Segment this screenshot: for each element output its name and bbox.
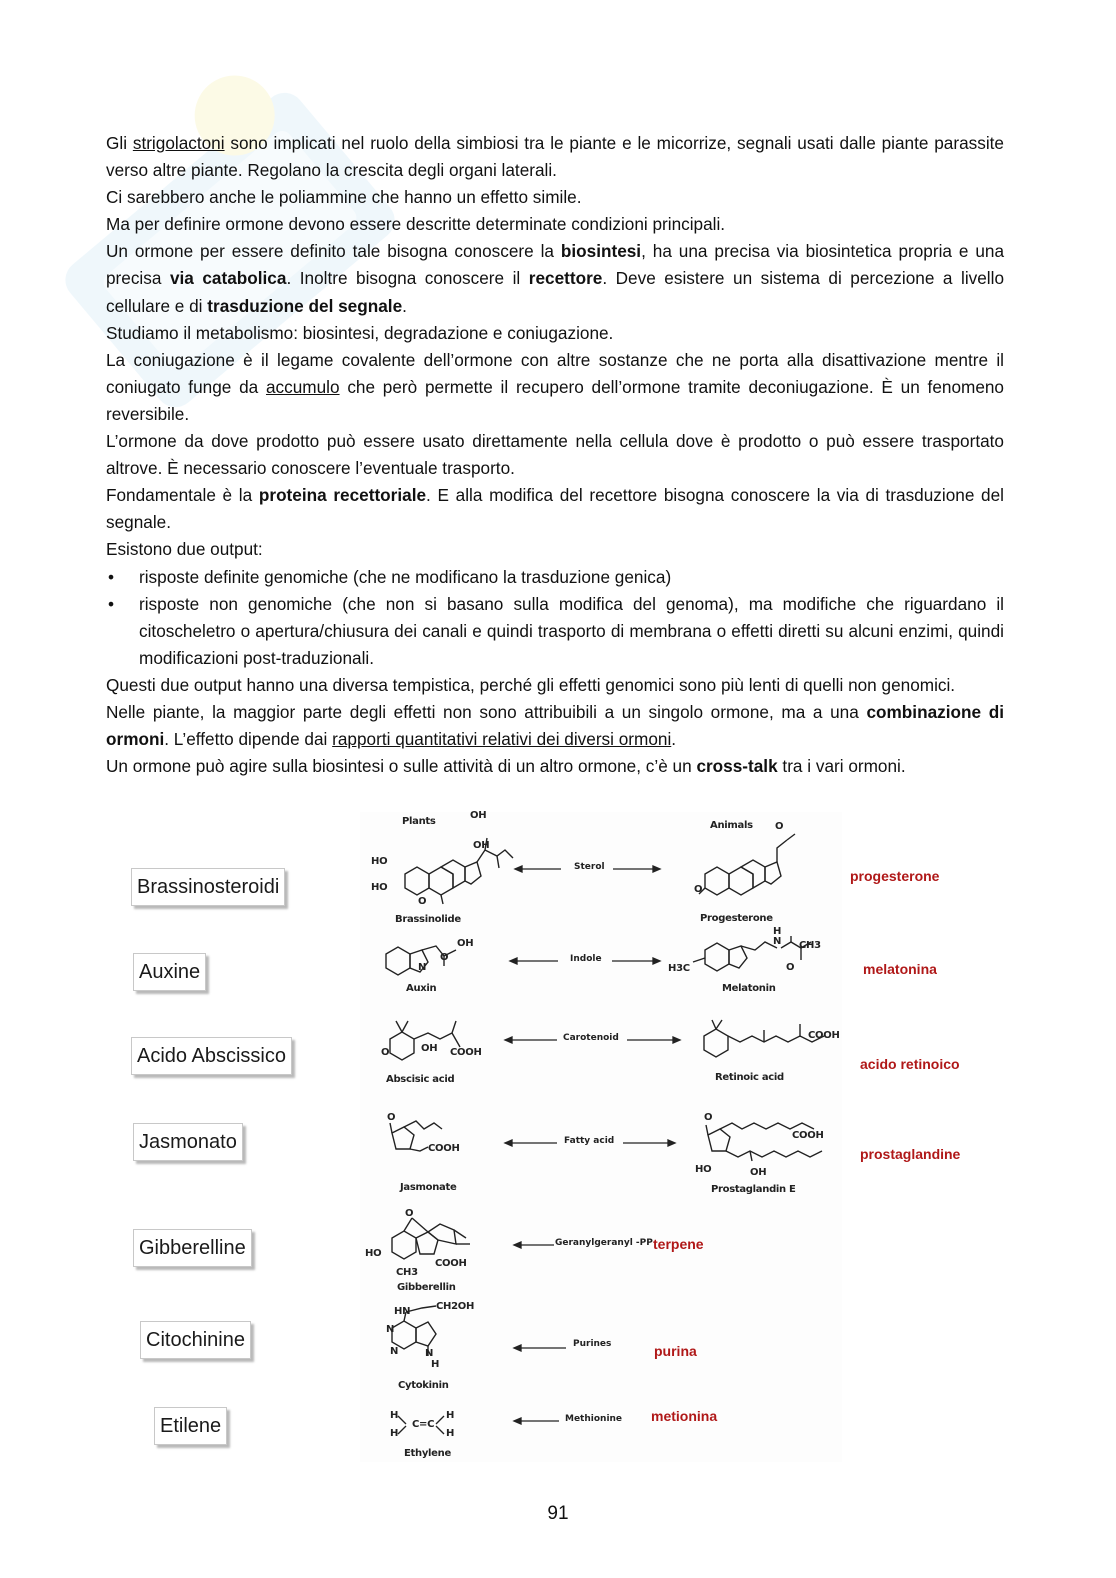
paragraph-metabolismo: Studiamo il metabolismo: biosintesi, degradazione e coniugazione. — [106, 322, 614, 343]
precursor-label: Carotenoid — [563, 1033, 619, 1043]
red-label-metionina: metionina — [651, 1408, 718, 1424]
abscisic-cooh: COOH — [450, 1047, 482, 1058]
plant-compound-label: Brassinolide — [395, 914, 461, 925]
paragraph-strigolactoni: Gli strigolactoni sono implicati nel ruolo della simbiosi tra le piante e le micorrize, segnali usati dalle piante parassite verso altre piante. Regolano la crescita degli organi laterali. — [106, 133, 1004, 181]
ethylene-h3: H — [446, 1410, 455, 1421]
paragraph-biosintesi: Un ormone per essere definito tale bisogna conoscere la biosintesi, ha una precisa via biosintetica propria e una precisa via catabolica. Inoltre bisogna conoscere il recettore. Deve esistere un sistema di percezione a livello cellulare e di trasduzione del segnale. — [106, 241, 1005, 316]
gibberellin-cooh: COOH — [435, 1258, 467, 1269]
paragraph-trasporto: L’ormone da dove prodotto può essere usato direttamente nella cellula dove è prodotto o può essere trasportato altrove. È necessario conoscere l’eventuale trasporto. — [106, 431, 1004, 479]
header-animals: Animals — [710, 820, 753, 831]
paragraph-poliammine: Ci sarebbero anche le poliammine che hanno un effetto simile. — [106, 187, 582, 208]
abscisic-oh: OH — [421, 1043, 438, 1054]
paragraph-condizioni: Ma per definire ormone devono essere descritte determinate condizioni principali. — [106, 214, 726, 235]
brassinolide-ho-2: HO — [371, 882, 388, 893]
cytokinin-n3: N — [425, 1348, 434, 1359]
paragraph-combinazione: Nelle piante, la maggior parte degli effetti non sono attribuibili a un singolo ormone, ma a una combinazione di ormoni. L’effetto dipende dai rapporti quantitativi relativi dei diversi ormoni. — [106, 701, 1004, 750]
prostaglandin-structure-icon — [700, 1117, 835, 1172]
melatonin-ch3: CH3 — [799, 940, 821, 951]
left-arrow-icon — [514, 1343, 566, 1353]
prostaglandin-oh: OH — [750, 1167, 767, 1178]
cytokinin-n2: N — [390, 1346, 399, 1357]
plant-compound-label: Abscisic acid — [386, 1074, 455, 1085]
red-label-acido-retinoico: acido retinoico — [860, 1056, 960, 1072]
melatonin-n: N — [773, 936, 782, 947]
list-item: • risposte definite genomiche (che ne modificano la trasduzione genica) — [106, 564, 1004, 591]
left-arrow-icon — [514, 1240, 554, 1250]
melatonin-o: O — [786, 962, 795, 973]
hormone-figure — [130, 812, 980, 1462]
hormone-box-gibberelline: Gibberelline — [133, 1229, 252, 1267]
cytokinin-h: H — [431, 1359, 440, 1370]
gibberellin-ch3: CH3 — [396, 1267, 418, 1278]
brassinolide-ho-1: HO — [371, 856, 388, 867]
brassinolide-o: O — [418, 896, 427, 907]
retinoic-cooh: COOH — [808, 1030, 840, 1041]
hormone-box-citochinine: Citochinine — [140, 1321, 251, 1359]
hormone-box-auxine: Auxine — [133, 953, 206, 991]
red-label-purina: purina — [654, 1343, 697, 1359]
precursor-label: Geranylgeranyl -PP — [555, 1238, 653, 1248]
animal-compound-label: Prostaglandin E — [711, 1184, 796, 1195]
prostaglandin-o: O — [704, 1112, 713, 1123]
prostaglandin-ho: HO — [695, 1164, 712, 1175]
animal-compound-label: Progesterone — [700, 913, 773, 924]
red-label-terpene: terpene — [653, 1236, 704, 1252]
gibberellin-ho: HO — [365, 1248, 382, 1259]
paragraph-crosstalk: Un ormone può agire sulla biosintesi o sulle attività di un altro ormone, c’è un cross-talk tra i vari ormoni. — [106, 756, 906, 777]
precursor-label: Methionine — [565, 1414, 623, 1424]
hormone-box-brassinosteroidi: Brassinosteroidi — [131, 868, 285, 906]
plant-compound-label: Jasmonate — [400, 1182, 457, 1193]
hormone-box-acido-abscissico: Acido Abscissico — [131, 1037, 292, 1075]
ethylene-h4: H — [446, 1428, 455, 1439]
list-item: • risposte non genomiche (che non si basano sulla modifica del genoma), ma modifiche che riguardano il citoscheletro o apertura/chiusura dei canali e quindi trasporto di membrana o effetti diretti su alcuni enzimi, quindi modificazioni post-traduzionali. — [106, 591, 1004, 672]
progesterone-o: O — [694, 884, 703, 895]
plant-compound-label: Ethylene — [404, 1448, 451, 1459]
precursor-label: Sterol — [574, 862, 605, 872]
ethylene-cc: C=C — [412, 1419, 435, 1430]
plant-compound-label: Gibberellin — [397, 1282, 456, 1293]
gibberellin-o: O — [405, 1208, 414, 1219]
paragraph-recettore: Fondamentale è la proteina recettoriale. E alla modifica del recettore bisogna conoscere la via di trasduzione del segnale. — [106, 485, 1004, 533]
cytokinin-n1: N — [386, 1324, 395, 1335]
progesterone-structure-icon — [695, 828, 805, 908]
jasmonate-o: O — [387, 1112, 396, 1123]
left-arrow-icon — [514, 1416, 559, 1426]
red-label-progesterone: progesterone — [850, 868, 940, 884]
brassinolide-oh-top: OH — [470, 810, 487, 821]
paragraph-coniugazione: La coniugazione è il legame covalente dell’ormone con altre sostanze che ne porta alla disattivazione mentre il coniugato funge da accumulo che però permette il recupero dell’ormone tramite deconiugazione. È un fenomeno reversibile. — [106, 349, 1004, 424]
brassinolide-structure-icon — [395, 822, 515, 912]
red-label-melatonina: melatonina — [863, 961, 937, 977]
brassinolide-oh-side: OH — [473, 840, 490, 851]
hormone-box-etilene: Etilene — [154, 1407, 227, 1445]
auxin-oh: OH — [457, 938, 474, 949]
header-plants: Plants — [402, 816, 436, 827]
red-label-prostaglandine: prostaglandine — [860, 1146, 961, 1162]
cytokinin-ch2oh: CH2OH — [436, 1301, 475, 1312]
melatonin-h3c: H3C — [668, 963, 690, 974]
jasmonate-cooh: COOH — [428, 1143, 460, 1154]
prostaglandin-cooh: COOH — [792, 1130, 824, 1141]
paragraph-output: Esistono due output: — [106, 539, 263, 560]
precursor-label: Indole — [570, 954, 602, 964]
abscisic-o: O — [381, 1047, 390, 1058]
progesterone-o-top: O — [775, 821, 784, 832]
hormone-box-jasmonato: Jasmonato — [133, 1123, 243, 1161]
cytokinin-hn: HN — [394, 1306, 411, 1317]
ethylene-h1: H — [390, 1410, 399, 1421]
output-list — [106, 564, 1004, 672]
auxin-o: O — [440, 952, 449, 963]
ethylene-h2: H — [390, 1428, 399, 1439]
animal-compound-label: Retinoic acid — [715, 1072, 784, 1083]
page-number: 91 — [547, 1503, 569, 1524]
plant-compound-label: Auxin — [406, 983, 437, 994]
auxin-n: N — [418, 962, 427, 973]
plant-compound-label: Cytokinin — [398, 1380, 449, 1391]
paragraph-tempistica: Questi due output hanno una diversa tempistica, perché gli effetti genomici sono più lenti di quelli non genomici. — [106, 674, 956, 695]
body-text — [106, 130, 1004, 780]
jasmonate-structure-icon — [384, 1117, 484, 1162]
precursor-label: Fatty acid — [564, 1136, 615, 1146]
animal-compound-label: Melatonin — [722, 983, 776, 994]
precursor-label: Purines — [573, 1339, 612, 1349]
melatonin-h: H — [773, 926, 782, 937]
